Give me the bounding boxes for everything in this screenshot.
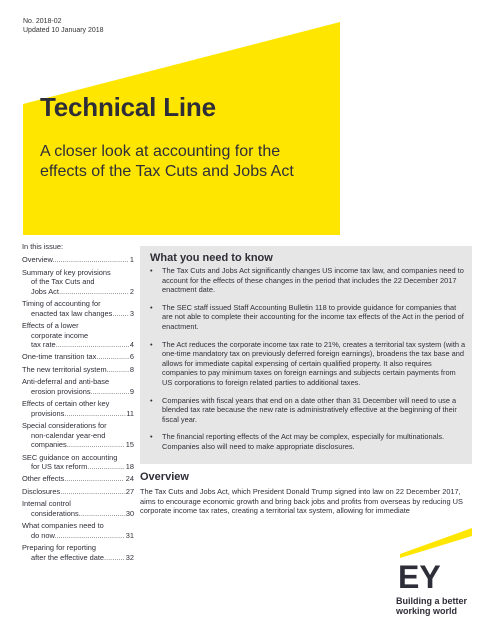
- toc-item-page: 27: [125, 486, 135, 496]
- page-title: Technical Line: [40, 92, 216, 122]
- summary-bullet: • Companies with fiscal years that end on a date other than 31 December will need to use a blended tax rate because the new rate is administratively effective at the beginning of their fiscal year.: [150, 395, 457, 424]
- toc-item-label: The new territorial system...........: [22, 364, 130, 374]
- toc-list: [22, 255, 134, 562]
- tagline-line-2: working world: [396, 606, 458, 616]
- toc-item-label: Special considerations for non-calendar year-end companies............................: [22, 421, 125, 450]
- summary-bullet: • The Act reduces the corporate income tax rate to 21%, creates a territorial tax system (with a one-time mandatory tax on previously deferred foreign earnings), broadens the tax base and allows for immediate capital expensing of certain qualified property. It also requires companies to pay minimum taxes on foreign earnings and subjects certain payments from US corporations to foreign related parties to additional taxes.: [150, 339, 466, 387]
- toc-item-label: Internal control considerations.......................: [22, 499, 126, 518]
- brand-tagline: [396, 596, 467, 616]
- summary-bullets: [148, 266, 466, 460]
- toc-item-label: Effects of a lower corporate income tax rate....................................: [22, 321, 130, 349]
- ey-logo-graphic: [396, 528, 476, 590]
- overview-paragraph: The Tax Cuts and Jobs Act, which President Donald Trump signed into law on 22 December 2017, aims to encourage economic growth and bring back jobs and profits from overseas by reducing US corporate income tax rates, creating a territorial tax system, allowing for immediate: [140, 487, 463, 516]
- ey-logo: [396, 528, 476, 590]
- toc-item[interactable]: [22, 474, 134, 483]
- doc-number: No. 2018-02: [23, 18, 62, 25]
- toc-item[interactable]: [22, 352, 134, 361]
- toc-item[interactable]: [22, 299, 134, 318]
- toc-item[interactable]: [22, 321, 134, 349]
- toc-item-page: 32: [125, 552, 134, 562]
- toc-item-page: 31: [125, 530, 134, 540]
- summary-bullet: • The Tax Cuts and Jobs Act significantly changes US income tax law, and companies need to account for the effects of these changes in the period that includes the 22 December 2017 enactment date.: [150, 266, 464, 295]
- toc-item[interactable]: [22, 543, 134, 562]
- overview-heading: Overview: [140, 471, 189, 483]
- summary-bullet: • The SEC staff issued Staff Accounting Bulletin 118 to provide guidance for companies that are not able to complete their accounting for the income tax effects of the Act in the period of enactment.: [150, 302, 464, 331]
- toc-item-label: Anti-deferral and anti-base erosion provisions...................: [22, 377, 130, 396]
- toc-item-label: Timing of accounting for enacted tax law changes........: [22, 299, 129, 318]
- toc-item-label: Overview.....................................: [22, 255, 129, 265]
- toc-item-label: Summary of key provisions of the Tax Cuts and Jobs Act..................................: [22, 267, 129, 296]
- toc-item[interactable]: [22, 487, 134, 496]
- toc-item[interactable]: [22, 453, 134, 472]
- ey-logo-text: EY: [398, 559, 441, 590]
- toc-item-page: 6: [129, 352, 134, 362]
- toc-item-page: 15: [125, 440, 134, 450]
- toc-item-label: Preparing for reporting after the effective date..........: [22, 543, 125, 562]
- toc-item-page: 3: [129, 308, 134, 318]
- toc-item[interactable]: [22, 255, 134, 264]
- toc-item[interactable]: [22, 521, 134, 540]
- bullet-icon: •: [150, 266, 153, 275]
- toc-item-page: 18: [125, 461, 134, 471]
- tagline-line-1: Building a better: [396, 596, 468, 606]
- updated-date: Updated 10 January 2018: [23, 27, 104, 34]
- toc-item-page: 1: [129, 255, 134, 265]
- summary-box-title: What you need to know: [150, 252, 273, 264]
- toc-item-page: 4: [129, 339, 134, 349]
- toc-item[interactable]: [22, 499, 134, 518]
- summary-bullet: • The financial reporting effects of the Act may be complex, especially for multinationals. Companies also will need to make appropriate disclosures.: [150, 432, 445, 451]
- toc-item-page: 9: [129, 386, 134, 396]
- bullet-icon: •: [150, 432, 153, 442]
- toc-item[interactable]: [22, 268, 134, 296]
- toc-item-page: 24: [125, 474, 134, 484]
- toc-item-label: Other effects.............................: [22, 474, 124, 484]
- toc-item[interactable]: [22, 421, 134, 449]
- toc-item-page: 2: [129, 286, 134, 296]
- summary-box: [140, 246, 472, 464]
- toc-item-page: 8: [129, 364, 134, 374]
- toc-item-page: 11: [126, 408, 134, 418]
- toc-item[interactable]: [22, 377, 134, 396]
- toc-item-label: What companies need to do now..................................: [22, 521, 125, 540]
- bullet-icon: •: [150, 302, 153, 312]
- bullet-icon: •: [150, 339, 153, 349]
- toc-heading: In this issue:: [22, 242, 64, 251]
- bullet-icon: •: [150, 395, 153, 405]
- toc-item[interactable]: [22, 365, 134, 374]
- toc-item-label: SEC guidance on accounting for US tax reform..................: [22, 452, 125, 471]
- toc-item[interactable]: [22, 399, 134, 418]
- toc-item-label: One-time transition tax................: [22, 352, 130, 362]
- page-subtitle: A closer look at accounting for the effects of the Tax Cuts and Jobs Act: [40, 143, 294, 180]
- toc-item-page: 30: [125, 508, 135, 518]
- toc-item-label: Disclosures................................: [22, 486, 126, 496]
- table-of-contents: [22, 242, 134, 565]
- toc-item-label: Effects of certain other key provisions..............................: [22, 399, 126, 418]
